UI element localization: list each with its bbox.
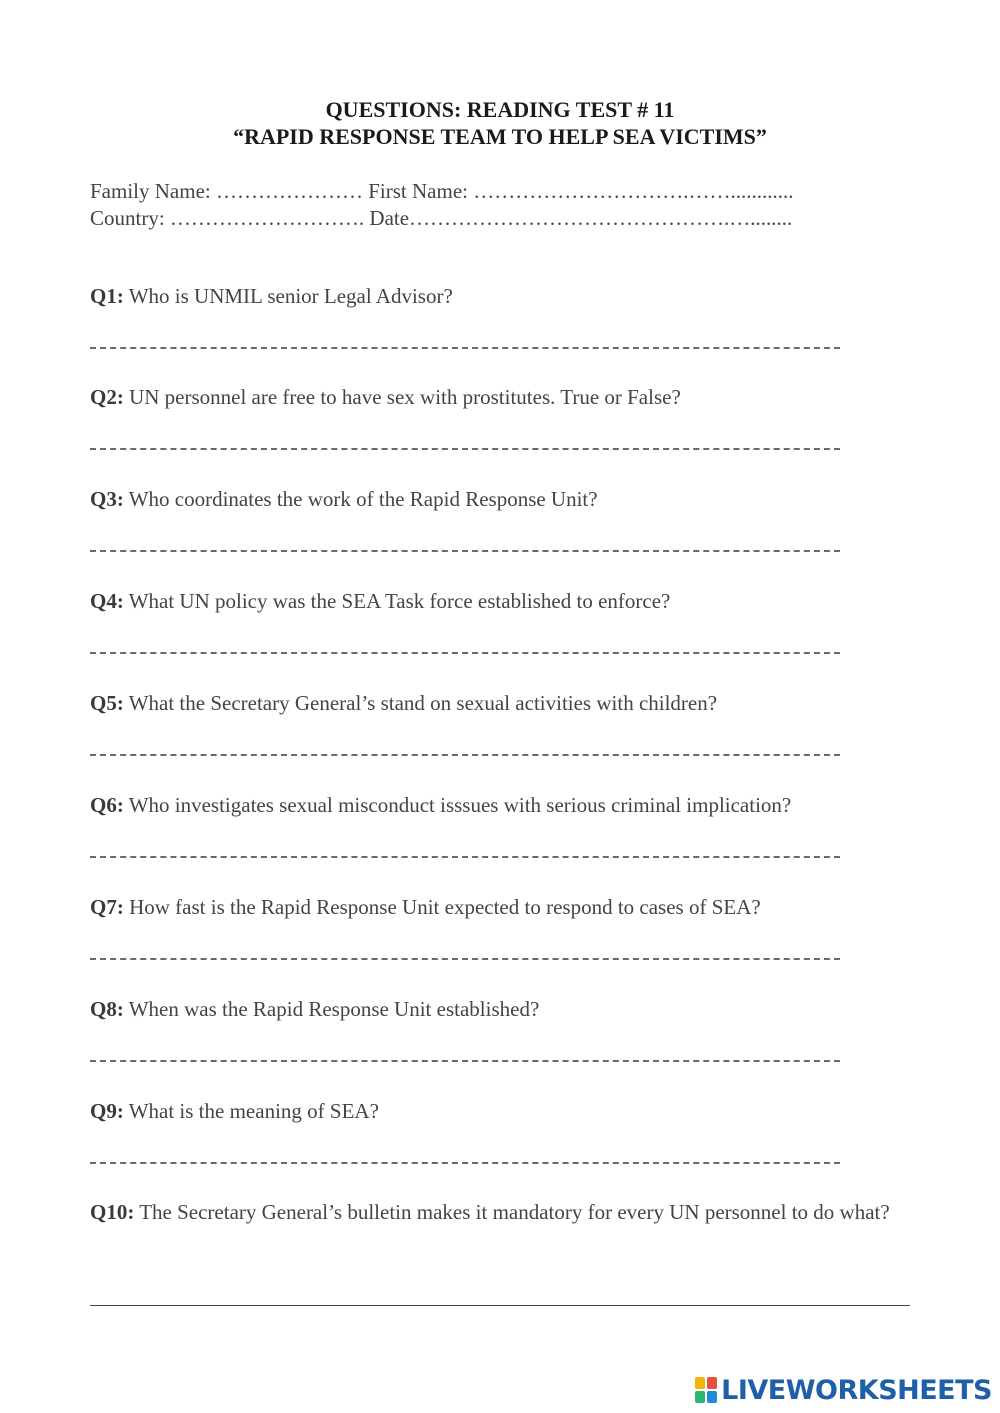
question-8 — [90, 995, 905, 1023]
question-text: Who coordinates the work of the Rapid Response Unit? — [123, 487, 598, 511]
question-number: Q6: — [90, 793, 124, 817]
question-9 — [90, 1097, 905, 1125]
name-fields-line: Family Name: ………………… First Name: ………………………….……............ — [90, 179, 794, 203]
answer-line-6[interactable] — [90, 856, 840, 858]
answer-line-2[interactable] — [90, 448, 840, 450]
question-1 — [90, 282, 905, 310]
question-text: UN personnel are free to have sex with prostitutes. True or False? — [123, 385, 681, 409]
question-6 — [90, 791, 905, 819]
liveworksheets-logo — [695, 1373, 992, 1407]
question-text: When was the Rapid Response Unit established? — [123, 997, 540, 1021]
question-5 — [90, 689, 905, 717]
question-text: Who is UNMIL senior Legal Advisor? — [123, 284, 453, 308]
question-number: Q5: — [90, 691, 124, 715]
question-text: Who investigates sexual misconduct isssues with serious criminal implication? — [123, 793, 792, 817]
answer-line-4[interactable] — [90, 652, 840, 654]
question-text: How fast is the Rapid Response Unit expected to respond to cases of SEA? — [123, 895, 761, 919]
question-text: What the Secretary General’s stand on sexual activities with children? — [123, 691, 718, 715]
answer-line-10[interactable] — [90, 1305, 910, 1306]
question-number: Q7: — [90, 895, 124, 919]
question-number: Q10: — [90, 1200, 135, 1224]
answer-line-3[interactable] — [90, 550, 840, 552]
question-text: The Secretary General’s bulletin makes it mandatory for every UN personnel to do what? — [134, 1200, 890, 1224]
question-2 — [90, 383, 905, 411]
question-number: Q9: — [90, 1099, 124, 1123]
question-number: Q2: — [90, 385, 124, 409]
country-date-fields-line: Country: ………………………. Date……………………………………….…........ — [90, 206, 793, 230]
answer-line-8[interactable] — [90, 1060, 840, 1062]
question-3 — [90, 485, 905, 513]
question-number: Q4: — [90, 589, 124, 613]
question-4 — [90, 587, 905, 615]
answer-line-7[interactable] — [90, 958, 840, 960]
answer-line-9[interactable] — [90, 1162, 840, 1164]
question-10 — [90, 1198, 905, 1226]
logo-text: LIVEWORKSHEETS — [721, 1374, 992, 1406]
answer-line-1[interactable] — [90, 347, 840, 349]
question-text: What UN policy was the SEA Task force established to enforce? — [123, 589, 671, 613]
worksheet-subtitle: “RAPID RESPONSE TEAM TO HELP SEA VICTIMS” — [233, 124, 767, 149]
question-number: Q1: — [90, 284, 124, 308]
question-number: Q3: — [90, 487, 124, 511]
question-text: What is the meaning of SEA? — [123, 1099, 379, 1123]
liveworksheets-logo-icon — [695, 1377, 717, 1403]
worksheet-title: QUESTIONS: READING TEST # 11 — [325, 97, 675, 122]
answer-line-5[interactable] — [90, 754, 840, 756]
question-7 — [90, 893, 905, 921]
question-number: Q8: — [90, 997, 124, 1021]
